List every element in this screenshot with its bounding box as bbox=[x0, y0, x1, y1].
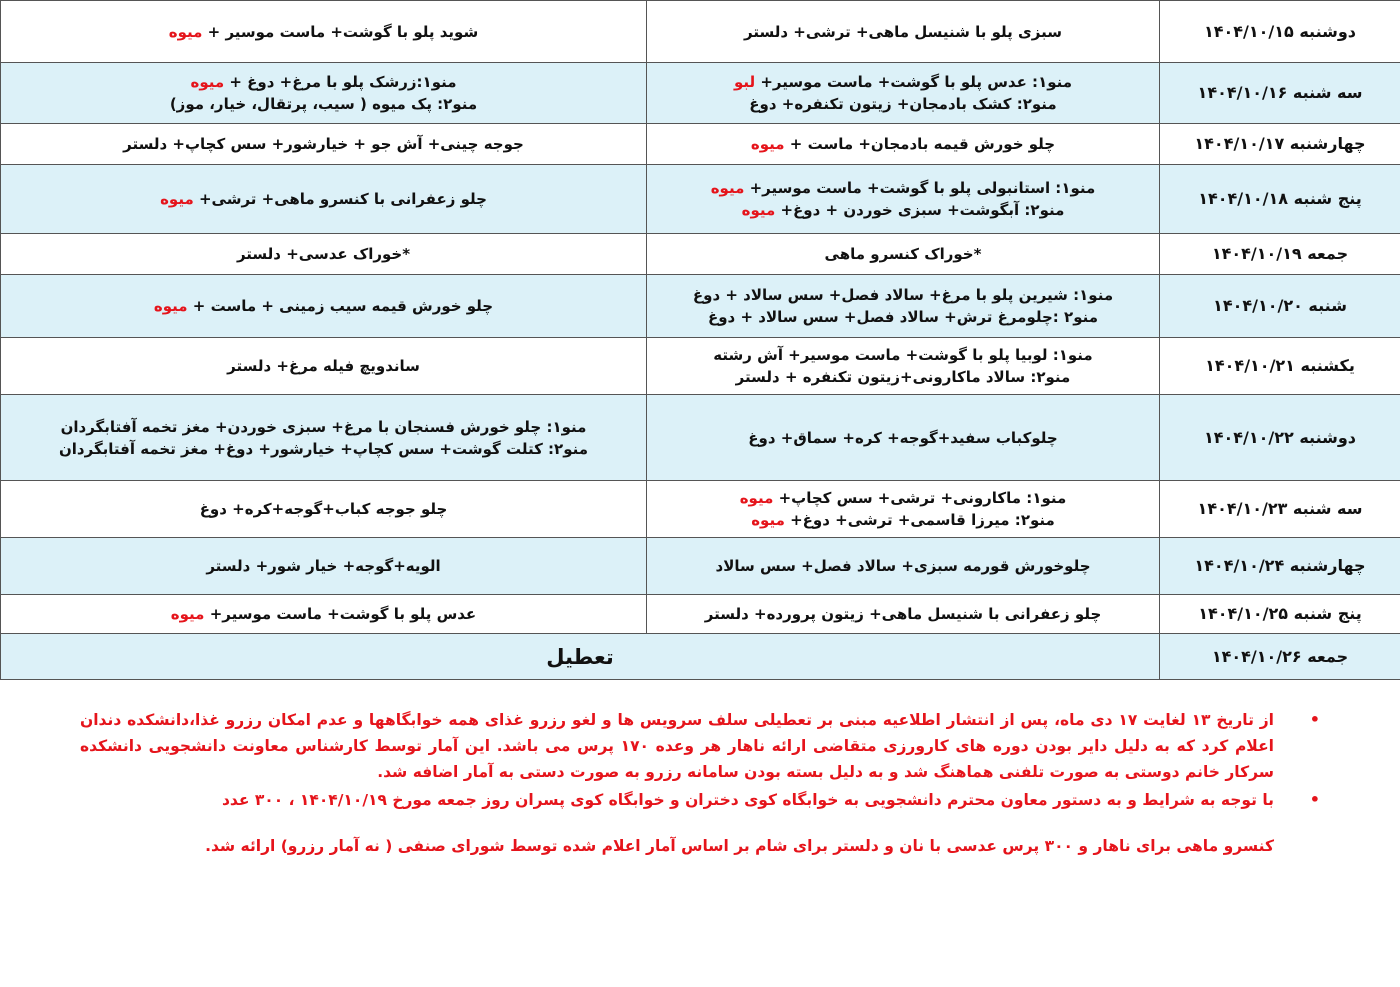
menu-line bbox=[655, 487, 1151, 509]
dinner-cell bbox=[1, 338, 647, 395]
dinner-cell bbox=[1, 1, 647, 63]
dinner-cell bbox=[1, 165, 647, 234]
menu-text: منو۱: شیرین پلو با مرغ+ سالاد فصل+ سس سالاد + دوغ bbox=[692, 286, 1114, 304]
dinner-cell bbox=[1, 595, 647, 634]
lunch-cell bbox=[647, 165, 1160, 234]
lunch-cell bbox=[647, 234, 1160, 275]
dinner-cell bbox=[1, 275, 647, 338]
dinner-cell bbox=[1, 481, 647, 538]
table-row bbox=[1, 338, 1400, 395]
table-row bbox=[1, 538, 1400, 595]
menu-text: ساندویچ فیله مرغ+ دلستر bbox=[227, 357, 420, 375]
menu-text: الویه+گوجه+ خیار شور+ دلستر bbox=[206, 557, 441, 575]
menu-text: چلو زعفرانی با کنسرو ماهی+ ترشی+ bbox=[193, 190, 487, 208]
fruit-highlight: میوه bbox=[160, 190, 194, 208]
menu-line bbox=[9, 355, 638, 377]
menu-text: شوید پلو با گوشت+ ماست موسیر + bbox=[202, 22, 479, 41]
menu-line bbox=[9, 416, 638, 438]
menu-text: سبزی پلو با شنیسل ماهی+ ترشی+ دلستر bbox=[744, 22, 1062, 41]
fruit-highlight: میوه bbox=[739, 489, 774, 507]
menu-body bbox=[1, 1, 1400, 680]
menu-line bbox=[655, 71, 1151, 93]
menu-text: منو۱:زرشک پلو با مرغ+ دوغ + bbox=[224, 73, 457, 91]
lunch-cell bbox=[647, 338, 1160, 395]
date-cell: پنج شنبه ۱۴۰۴/۱۰/۲۵ bbox=[1160, 595, 1400, 634]
table-row bbox=[1, 275, 1400, 338]
fruit-highlight: میوه bbox=[750, 135, 785, 153]
menu-line bbox=[9, 21, 638, 43]
dinner-cell bbox=[1, 395, 647, 481]
note-text-1: از تاریخ ۱۳ لغایت ۱۷ دی ماه، پس از انتشار اطلاعیه مبنی بر تعطیلی سلف سرویس ها و لغو رزرو غذای همه خوابگاهها و عدم امکان رزرو غذا،دانشکده دندان اعلام کرد که به دلیل دایر بودن دوره های کارورزی متقاضی ارائه ناهار هر وعده ۱۷۰ پرس می باشد. این آمار توسط کارشناس معاونت دانشجویی دانشکده سرکار خانم دوستی به صورت تلفنی هماهنگ شد و به دلیل بسته بودن سامانه رزرو به صورت دستی به آمار اضافه شد. bbox=[80, 711, 1274, 781]
date-cell: یکشنبه ۱۴۰۴/۱۰/۲۱ bbox=[1160, 338, 1400, 395]
menu-line bbox=[9, 243, 638, 265]
menu-line bbox=[655, 555, 1151, 577]
dinner-cell bbox=[1, 124, 647, 165]
date-cell: سه شنبه ۱۴۰۴/۱۰/۲۳ bbox=[1160, 481, 1400, 538]
table-row bbox=[1, 395, 1400, 481]
menu-text: منو۲: کتلت گوشت+ سس کچاپ+ خیارشور+ دوغ+ مغز تخمه آفتابگردان bbox=[58, 439, 589, 458]
notes-list bbox=[80, 707, 1320, 859]
lunch-cell bbox=[647, 275, 1160, 338]
menu-text: منو۲: پک میوه ( سیب، پرتقال، خیار، موز) bbox=[169, 95, 478, 113]
menu-line bbox=[655, 344, 1151, 366]
menu-text: منو۱: چلو خورش فسنجان با مرغ+ سبزی خوردن+ مغز تخمه آفتابگردان bbox=[60, 417, 587, 436]
menu-text: عدس پلو با گوشت+ ماست موسیر+ bbox=[204, 605, 477, 623]
date-cell: دوشنبه ۱۴۰۴/۱۰/۲۲ bbox=[1160, 395, 1400, 481]
menu-text: منو۲ :چلومرغ ترش+ سالاد فصل+ سس سالاد + دوغ bbox=[707, 308, 1099, 326]
menu-line bbox=[9, 438, 638, 460]
date-cell: دوشنبه ۱۴۰۴/۱۰/۱۵ bbox=[1160, 1, 1400, 63]
bullet-icon: • bbox=[1309, 790, 1320, 809]
note-item bbox=[80, 787, 1320, 859]
dinner-cell bbox=[1, 234, 647, 275]
lunch-cell bbox=[647, 595, 1160, 634]
lunch-cell bbox=[647, 124, 1160, 165]
date-cell: جمعه ۱۴۰۴/۱۰/۲۶ bbox=[1160, 634, 1400, 680]
menu-text: منو۱: ماکارونی+ ترشی+ سس کچاپ+ bbox=[773, 489, 1067, 507]
lunch-cell bbox=[647, 481, 1160, 538]
menu-line bbox=[655, 21, 1151, 43]
menu-text: منو۱: لوبیا پلو با گوشت+ ماست موسیر+ آش رشته bbox=[713, 346, 1093, 364]
menu-text: منو۲: میرزا قاسمی+ ترشی+ دوغ+ bbox=[784, 511, 1055, 529]
fruit-highlight: میوه bbox=[170, 605, 205, 623]
table-row bbox=[1, 124, 1400, 165]
date-cell: جمعه ۱۴۰۴/۱۰/۱۹ bbox=[1160, 234, 1400, 275]
note-item bbox=[80, 707, 1320, 785]
fruit-highlight: میوه bbox=[710, 179, 745, 197]
date-cell: شنبه ۱۴۰۴/۱۰/۲۰ bbox=[1160, 275, 1400, 338]
menu-text: منو۱: عدس پلو با گوشت+ ماست موسیر+ bbox=[755, 73, 1073, 91]
menu-line bbox=[9, 295, 638, 317]
menu-text: چلو خورش قیمه بادمجان+ ماست + bbox=[784, 135, 1056, 153]
menu-line bbox=[655, 284, 1151, 306]
menu-text: چلوخورش قورمه سبزی+ سالاد فصل+ سس سالاد bbox=[715, 557, 1091, 575]
menu-text: منو۲: سالاد ماکارونی+زیتون تکنفره + دلستر bbox=[735, 368, 1071, 386]
menu-line bbox=[655, 427, 1151, 449]
menu-line bbox=[655, 306, 1151, 328]
lunch-cell bbox=[647, 538, 1160, 595]
menu-text: منو۲: آبگوشت+ سبزی خوردن + دوغ+ bbox=[775, 201, 1065, 219]
date-cell: چهارشنبه ۱۴۰۴/۱۰/۱۷ bbox=[1160, 124, 1400, 165]
menu-text: *خوراک کنسرو ماهی bbox=[824, 245, 982, 263]
menu-line bbox=[9, 93, 638, 115]
menu-line bbox=[9, 133, 638, 155]
note-text-2b: کنسرو ماهی برای ناهار و ۳۰۰ پرس عدسی با نان و دلستر برای شام بر اساس آمار اعلام شده توسط شورای صنفی ( نه آمار رزرو) ارائه شد. bbox=[205, 837, 1274, 855]
table-row bbox=[1, 481, 1400, 538]
menu-text: چلوکباب سفید+گوجه+ کره+ سماق+ دوغ bbox=[748, 428, 1058, 447]
menu-line bbox=[655, 509, 1151, 531]
menu-text: چلو زعفرانی با شنیسل ماهی+ زیتون پرورده+ دلستر bbox=[704, 605, 1102, 623]
table-row bbox=[1, 595, 1400, 634]
lunch-cell bbox=[647, 395, 1160, 481]
table-row bbox=[1, 63, 1400, 124]
menu-line bbox=[655, 243, 1151, 265]
date-cell: پنج شنبه ۱۴۰۴/۱۰/۱۸ bbox=[1160, 165, 1400, 234]
menu-line bbox=[655, 93, 1151, 115]
fruit-highlight: میوه bbox=[751, 511, 785, 529]
menu-text: *خوراک عدسی+ دلستر bbox=[236, 245, 411, 263]
fruit-highlight: میوه bbox=[168, 22, 203, 41]
table-row bbox=[1, 234, 1400, 275]
menu-text: منو۲: کشک بادمجان+ زیتون تکنفره+ دوغ bbox=[749, 95, 1057, 113]
menu-line bbox=[9, 555, 638, 577]
fruit-highlight: میوه bbox=[190, 73, 225, 91]
menu-line bbox=[655, 199, 1151, 221]
menu-line bbox=[9, 603, 638, 625]
lunch-cell bbox=[647, 63, 1160, 124]
fruit-highlight: میوه bbox=[153, 297, 188, 315]
holiday-row bbox=[1, 634, 1400, 680]
menu-line bbox=[655, 177, 1151, 199]
bullet-icon: • bbox=[1309, 710, 1320, 729]
dinner-cell bbox=[1, 538, 647, 595]
fruit-highlight: لبو bbox=[733, 73, 756, 91]
menu-line bbox=[655, 366, 1151, 388]
menu-line bbox=[9, 498, 638, 520]
fruit-highlight: میوه bbox=[741, 201, 776, 219]
date-cell: چهارشنبه ۱۴۰۴/۱۰/۲۴ bbox=[1160, 538, 1400, 595]
menu-line bbox=[9, 188, 638, 210]
menu-text: جوجه چینی+ آش جو + خیارشور+ سس کچاپ+ دلستر bbox=[123, 135, 524, 153]
table-row bbox=[1, 165, 1400, 234]
lunch-cell bbox=[647, 1, 1160, 63]
table-row bbox=[1, 1, 1400, 63]
menu-text: چلو جوجه کباب+گوجه+کره+ دوغ bbox=[199, 500, 448, 518]
date-cell: سه شنبه ۱۴۰۴/۱۰/۱۶ bbox=[1160, 63, 1400, 124]
menu-line bbox=[655, 603, 1151, 625]
menu-text: چلو خورش قیمه سیب زمینی + ماست + bbox=[187, 297, 494, 315]
holiday-label: تعطیل bbox=[1, 634, 1160, 680]
menu-line bbox=[655, 133, 1151, 155]
dinner-cell bbox=[1, 63, 647, 124]
menu-line bbox=[9, 71, 638, 93]
menu-text: منو۱: استانبولی پلو با گوشت+ ماست موسیر+ bbox=[744, 179, 1096, 197]
note-text-2a: با توجه به شرایط و به دستور معاون محترم دانشجویی به خوابگاه کوی دختران و خوابگاه کوی پسران روز جمعه مورخ ۱۴۰۴/۱۰/۱۹ ، ۳۰۰ عدد bbox=[221, 791, 1274, 809]
